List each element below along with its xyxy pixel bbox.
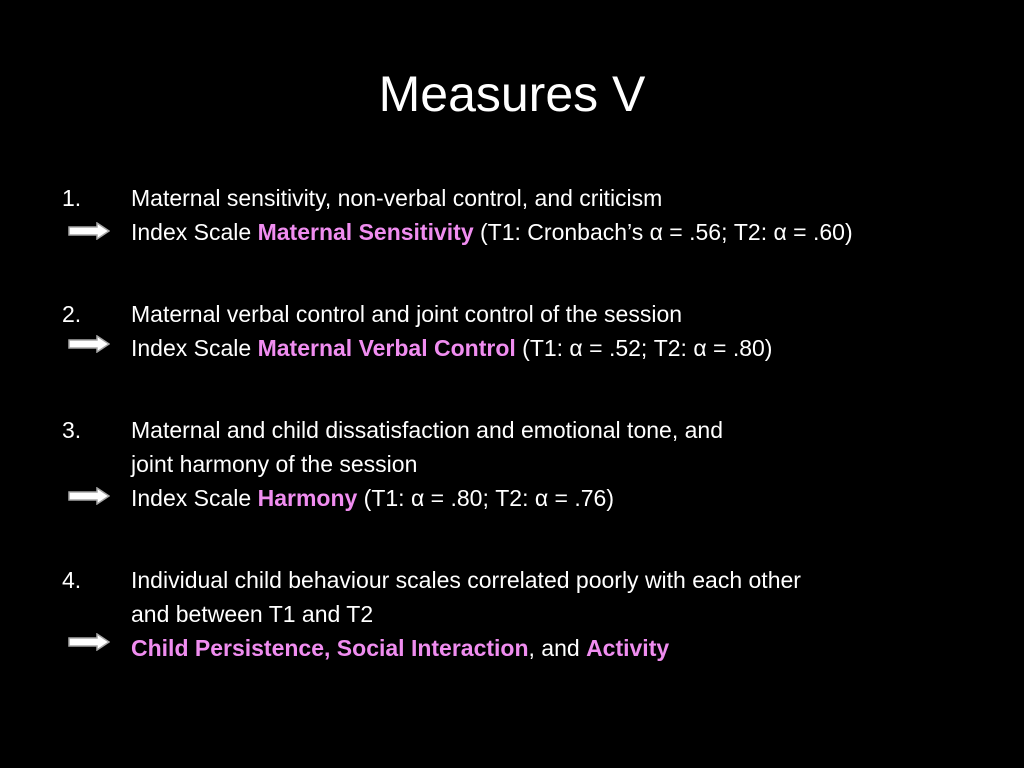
item-description: Individual child behaviour scales correlated poorly with each other (131, 567, 801, 593)
index-scale-line (131, 215, 853, 249)
index-scale-line (131, 481, 614, 515)
slide-title: Measures V (378, 66, 646, 122)
right-arrow-icon (68, 335, 110, 353)
scale-joiner: , and (528, 635, 587, 661)
scale-name: Harmony (257, 485, 358, 511)
right-arrow-icon (68, 633, 110, 651)
item-number: 3. (62, 417, 82, 443)
scale-name: Maternal Verbal Control (257, 335, 516, 361)
index-scale-prefix: Index Scale (131, 219, 258, 245)
scale-name: Activity (586, 635, 670, 661)
item-number: 2. (62, 301, 82, 327)
item-description: Maternal and child dissatisfaction and emotional tone, and (131, 417, 723, 443)
index-scale-prefix: Index Scale (131, 335, 258, 361)
item-number: 4. (62, 567, 82, 593)
reliability-values: (T1: Cronbach’s α = .56; T2: α = .60) (473, 219, 853, 245)
item-description: Maternal verbal control and joint control of the session (131, 301, 683, 327)
right-arrow-icon (68, 487, 110, 505)
item-description-continued: joint harmony of the session (131, 451, 418, 477)
index-scale-prefix: Index Scale (131, 485, 258, 511)
right-arrow-icon (68, 222, 110, 240)
reliability-values: (T1: α = .80; T2: α = .76) (357, 485, 614, 511)
scale-name: Maternal Sensitivity (257, 219, 474, 245)
item-number: 1. (62, 185, 82, 211)
item-description-continued: and between T1 and T2 (131, 601, 374, 627)
scale-name: Child Persistence, Social Interaction (131, 635, 529, 661)
child-scales-line (131, 631, 669, 665)
item-description: Maternal sensitivity, non-verbal control, and criticism (131, 185, 663, 211)
reliability-values: (T1: α = .52; T2: α = .80) (515, 335, 773, 361)
index-scale-line (131, 331, 772, 365)
